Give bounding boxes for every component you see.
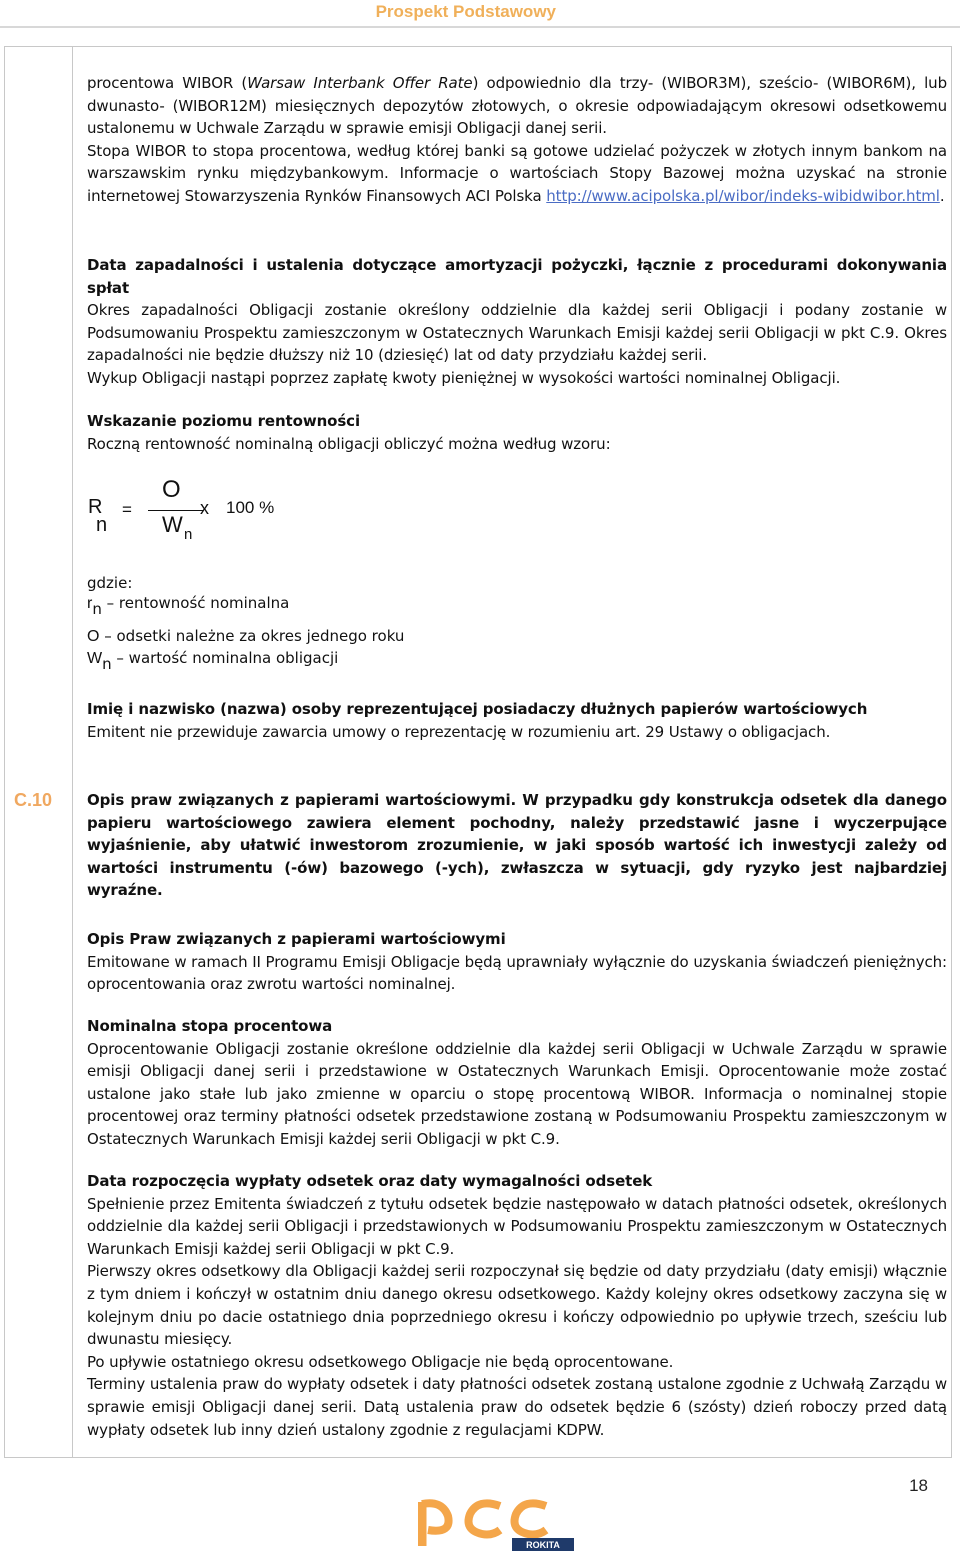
rate-block <box>87 1015 947 1151</box>
formula-equals: = <box>122 500 132 519</box>
formula-fraction-bar <box>148 510 204 511</box>
document-header-title: Prospekt Podstawowy <box>375 2 556 21</box>
section-id-c10: C.10 <box>14 790 53 810</box>
representative-text: Emitent nie przewiduje zawarcia umowy o reprezentację w rozumieniu art. 29 Ustawy o obligacjach. <box>87 722 831 741</box>
yield-formula <box>86 474 306 550</box>
formula-times: x <box>200 498 209 518</box>
yield-text: Roczną rentowność nominalną obligacji obliczyć można według wzoru: <box>87 434 611 453</box>
yield-block <box>87 410 947 455</box>
legend-item-o: O – odsetki należne za okres jednego roku <box>87 627 405 645</box>
representative-block <box>87 698 947 743</box>
formula-factor: 100 % <box>226 498 275 517</box>
column-divider <box>72 46 73 1458</box>
formula-lhs-sub: n <box>96 514 108 536</box>
acipolska-link[interactable]: http://www.acipolska.pl/wibor/indeks-wibidwibor.html <box>546 186 940 205</box>
rate-text: Oprocentowanie Obligacji zostanie określone oddzielnie dla każdej serii Obligacji w Uchwale Zarządu w sprawie emisji Obligacji danej serii i przedstawione w Ostatecznych Warunkach Emisji. Oprocentowanie może zostać ustalone jako stałe lub jako zmienne w oparciu o stopę procentową WIBOR. Informacja o nominalnej stopie procentowej oraz terminy płatności odsetek przedstawione zostaną w Podsumowaniu Prospektu zamieszczonym w Ostatecznych Warunkach Emisji każdej serii Obligacji w pkt C.9. <box>87 1039 947 1148</box>
payment-paragraph-2: Pierwszy okres odsetkowy dla Obligacji każdej serii rozpoczynał się będzie od daty przydziału (daty emisji) włącznie z tym dniem i kończył w ostatnim dniu danego okresu odsetkowego. Każdy kolejny okres odsetkowy zaczyna się w kolejnym dniu po dacie ostatniego dnia poprzedniego okresu i kończy odpowiednio po upływie trzech, sześciu lub dwunastu miesięcy. <box>87 1262 947 1349</box>
formula-numerator: O <box>162 476 181 503</box>
legend-item-wn: Wn – wartość nominalna obligacji <box>87 649 339 673</box>
maturity-heading: Data zapadalności i ustalenia dotyczące amortyzacji pożyczki, łącznie z procedurami dokonywania spłat <box>87 256 947 297</box>
payment-block <box>87 1170 947 1441</box>
payment-paragraph-3: Po upływie ostatniego okresu odsetkowego Obligacje nie będą oprocentowane. <box>87 1352 674 1371</box>
payment-heading: Data rozpoczęcia wypłaty odsetek oraz daty wymagalności odsetek <box>87 1172 653 1190</box>
payment-paragraph-1: Spełnienie przez Emitenta świadczeń z tytułu odsetek będzie następowało w datach płatności odsetek, określonych oddzielnie dla każdej serii Obligacji i przedstawionych w Podsumowaniu Prospektu zamieszczonym w Ostatecznych Warunkach Emisji każdej serii Obligacji w pkt C.9. <box>87 1194 947 1258</box>
rate-heading: Nominalna stopa procentowa <box>87 1017 333 1035</box>
header-divider <box>0 26 960 28</box>
rights-heading: Opis Praw związanych z papierami wartościowymi <box>87 930 506 948</box>
page-number: 18 <box>909 1476 928 1495</box>
legend-item-rn: rn – rentowność nominalna <box>87 594 290 618</box>
formula-where: gdzie: <box>87 574 133 592</box>
formula-denominator-sub: n <box>184 526 193 543</box>
rights-block <box>87 928 947 996</box>
logo-sub-text: ROKITA <box>526 1540 560 1550</box>
formula-denominator: W <box>162 512 183 537</box>
maturity-text-2: Wykup Obligacji nastąpi poprzez zapłatę kwoty pieniężnej w wysokości wartości nominalnej Obligacji. <box>87 368 841 387</box>
wibor-paragraph-2: Stopa WIBOR to stopa procentowa, według której banki są gotowe udzielać pożyczek w złotych innym bankom na warszawskim rynku międzybankowym. Informacje o wartościach Stopy Bazowej można uzyskać na stronie internetowej Stowarzyszenia Rynków Finansowych ACI Polska http://www.acipolska.pl/wibor/indeks-wibidwibor.html. <box>87 141 947 205</box>
c10-intro: Opis praw związanych z papierami wartościowymi. W przypadku gdy konstrukcja odsetek dla danego papieru wartościowego zawiera element pochodny, należy przedstawić jasne i wyczerpujące wyjaśnienie, aby ułatwić inwestorom zrozumienie, w jaki sposób wartość ich inwestycji zależy od wartości instrumentu (-ów) bazowego (-ych), zwłaszcza w sytuacji, gdy ryzyko jest najbardziej wyraźne. <box>87 791 947 900</box>
yield-heading: Wskazanie poziomu rentowności <box>87 412 361 430</box>
payment-paragraph-4: Terminy ustalenia praw do wypłaty odsetek i daty płatności odsetek zostaną ustalone zgodnie z Uchwałą Zarządu w sprawie emisji Obligacji danej serii. Datą ustalenia praw do odsetek będzie 6 (szósty) dzień roboczy przed datą wypłaty odsetek lub inny dzień ustalony zgodnie z regulacjami KDPW. <box>87 1375 947 1439</box>
wibor-paragraph-1: procentowa WIBOR (Warsaw Interbank Offer Rate) odpowiednio dla trzy- (WIBOR3M), sześcio- (WIBOR6M), lub dwunasto- (WIBOR12M) miesięcznych depozytów złotowych, o okresie odpowiadającym okresowi odsetkowemu ustalonemu w Uchwale Zarządu w sprawie emisji Obligacji danej serii. <box>87 74 947 138</box>
wibor-block <box>87 72 947 208</box>
representative-heading: Imię i nazwisko (nazwa) osoby reprezentującej posiadaczy dłużnych papierów wartościowych <box>87 700 868 718</box>
pcc-rokita-logo <box>418 1494 578 1552</box>
formula-lhs: R <box>88 496 103 518</box>
maturity-block <box>87 254 947 390</box>
rights-text: Emitowane w ramach II Programu Emisji Obligacje będą uprawniały wyłącznie do uzyskania świadczeń pieniężnych: oprocentowania oraz zwrotu wartości nominalnej. <box>87 952 947 994</box>
c10-intro-block <box>87 789 947 902</box>
maturity-text: Okres zapadalności Obligacji zostanie określony oddzielnie dla każdej serii Obligacji i podany zostanie w Podsumowaniu Prospektu zamieszczonym w Ostatecznych Warunkach Emisji każdej serii Obligacji w pkt C.9. Okres zapadalności nie będzie dłuższy niż 10 (dziesięć) lat od daty przydziału każdej serii. <box>87 301 947 365</box>
